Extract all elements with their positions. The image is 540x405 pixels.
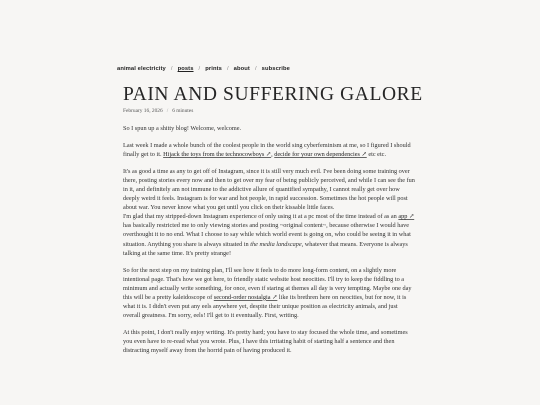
text: So for the next step on my training plan, I'll see how it feels to do more long-form content, on a slightly more intentional page. That's how we got here, to friendly static website host neocities. I'll try to keep the fiddling to a minimum and actually write something, for once, even if staring at themes all day is very tempting. Maybe one day this will be a pretty kaleidoscope of [123,266,412,301]
nav-separator: / [198,66,201,72]
post-meta [123,108,193,114]
paragraph-intro: So I spun up a shitty blog! Welcome, welcome. [123,125,242,132]
text: I'm glad that my stripped-down Instagram experience of only using it at a pc most of the time instead of as an [123,213,399,221]
site-title-link[interactable]: animal electricity [117,66,166,72]
nav-separator: / [170,66,173,72]
paragraph-instagram: It's as good a time as any to get off of Instagram, since it is still very much evil. I've been doing some training over there, posting stories every now and then to get over my fear of being publicly perceived, and while I can see the fun in it, and definitely am not immune to the addictive allure of quantified sympathy, I cannot really get over how deeply weird it feels. Instagram is for war and hot people, in rapid succession. Sometimes the hot people will post about war. You never know what you get until you click on their kissable little faces. [123,168,415,212]
nav-item-posts[interactable]: posts [177,66,194,72]
nav-item-prints[interactable]: prints [205,66,222,72]
paragraph-training-plan [123,266,415,320]
text: , whatever that means. Everyone is always talking at the same time. It's pretty strange! [123,240,408,257]
text: has basically restricted me to only viewing stories and posting ~original content~, because otherwise I would have overthought it to no end. What I choose to say while which world event is going on, who could be seeing it in what situation. Anything you share is always situated in [123,222,411,248]
text: Last week I made a whole bunch of the coolest people in the world sing cyberfeminism at me, so I figured I should finally get to it. [123,142,411,159]
emphasis-text: the media landscape [250,240,302,248]
site-nav [117,66,290,72]
nav-item-about[interactable]: about [233,66,250,72]
meta-separator: / [166,108,169,114]
post-read-time: 6 minutes [172,108,194,114]
text: etc etc. [366,151,387,159]
nav-separator: / [226,66,229,72]
post-title: PAIN AND SUFFERING GALORE [123,84,423,105]
text: , [271,151,275,159]
post-body [123,124,415,363]
paragraph-cyberfeminism [123,141,415,159]
nav-separator: / [254,66,257,72]
post-date: February 16, 2026 [123,108,163,114]
paragraph-stripped-down [123,212,415,257]
app-link[interactable]: app ↗ [398,213,415,221]
paragraph-writing: At this point, I don't really enjoy writing. It's pretty hard; you have to stay focused the whole time, and sometimes you even have to re-read what you wrote. Plus, I have this irritating habit of starting half a sentence and then distracting myself away from the horrid pain of having produced it. [123,328,408,354]
text: like its brethren here on neocities, but for now, it is what it is. I didn't even put any eels anywhere yet, despite their unique position as electricity animals, and just overall greatness. I'm sorry, eels! I'll get to it eventually. First, writing. [123,293,407,319]
second-order-nostalgia-link[interactable]: second-order nostalgia ↗ [213,293,278,301]
dependencies-link[interactable]: decide for your own dependencies ↗ [274,151,367,159]
nav-item-subscribe[interactable]: subscribe [261,66,290,72]
hijack-toys-link[interactable]: Hijack the toys from the technocowboys ↗ [163,151,272,159]
